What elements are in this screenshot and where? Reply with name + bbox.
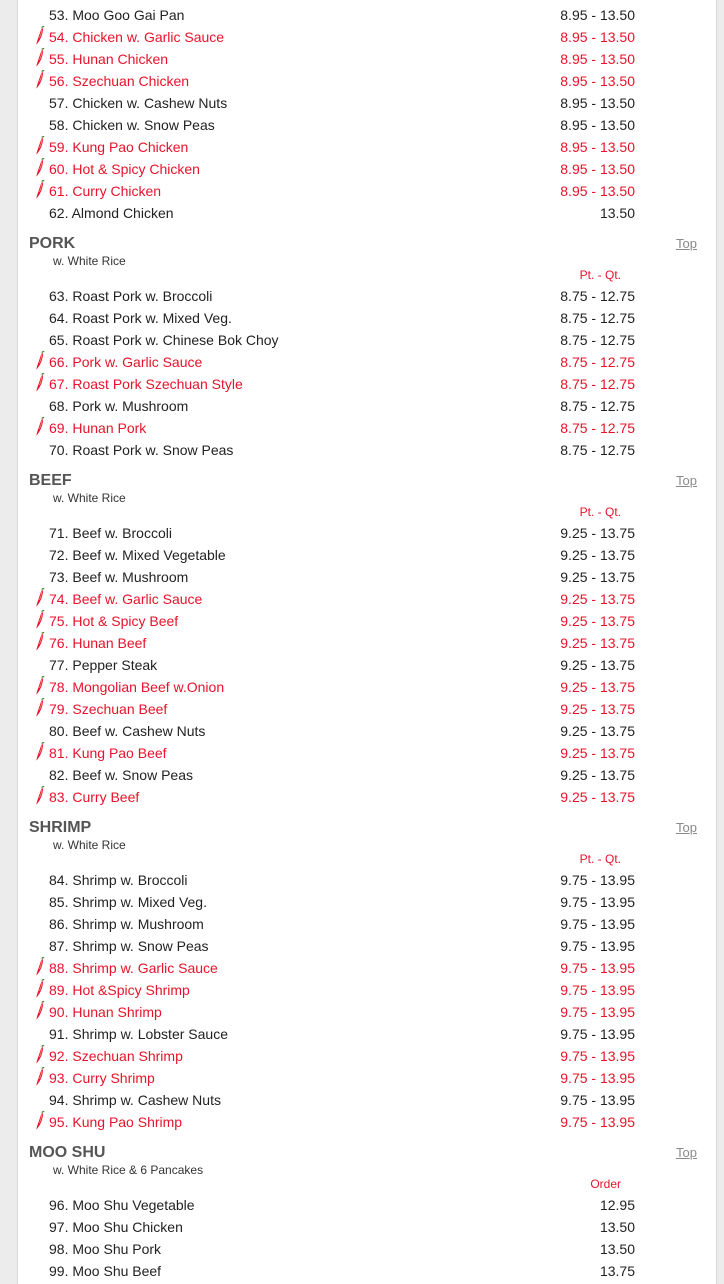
menu-item-name: 90. Hunan Shrimp <box>49 1004 162 1020</box>
menu-item-row <box>18 1111 716 1133</box>
menu-item-price: 8.75 - 12.75 <box>560 398 635 414</box>
menu-item-price: 8.95 - 13.50 <box>560 183 635 199</box>
menu-item-name: 71. Beef w. Broccoli <box>49 525 172 541</box>
menu-item-price: 8.75 - 12.75 <box>560 442 635 458</box>
menu-item-row <box>18 764 716 786</box>
menu-item-row <box>18 1001 716 1023</box>
moo-shu-top-link[interactable]: Top <box>676 1145 697 1160</box>
menu-item-row <box>18 202 716 224</box>
menu-item-price: 8.95 - 13.50 <box>560 161 635 177</box>
menu-item-name: 87. Shrimp w. Snow Peas <box>49 938 209 954</box>
menu-panel <box>17 0 717 1284</box>
menu-item-name: 58. Chicken w. Snow Peas <box>49 117 215 133</box>
menu-item-price: 9.25 - 13.75 <box>560 547 635 563</box>
menu-item-name: 63. Roast Pork w. Broccoli <box>49 288 213 304</box>
menu-item-price: 9.75 - 13.95 <box>560 1026 635 1042</box>
shrimp-section-title: SHRIMP <box>29 819 92 836</box>
menu-item-name: 61. Curry Chicken <box>49 183 162 199</box>
menu-item-row <box>18 1216 716 1238</box>
menu-item-price: 13.50 <box>599 1219 635 1235</box>
menu-item-row <box>18 544 716 566</box>
menu-item-price: 9.25 - 13.75 <box>560 635 635 651</box>
menu-item-price: 8.75 - 12.75 <box>560 420 635 436</box>
chili-pepper-icon <box>35 136 45 156</box>
menu-item-name: 76. Hunan Beef <box>49 635 147 651</box>
menu-item-price: 8.95 - 13.50 <box>560 117 635 133</box>
menu-item-row <box>18 566 716 588</box>
menu-item-name: 53. Moo Goo Gai Pan <box>49 7 185 23</box>
menu-item-row <box>18 417 716 439</box>
menu-item-row <box>18 136 716 158</box>
chili-pepper-icon <box>35 373 45 393</box>
shrimp-subtitle: w. White Rice <box>53 838 126 852</box>
menu-item-name: 88. Shrimp w. Garlic Sauce <box>49 960 218 976</box>
menu-item-name: 60. Hot & Spicy Chicken <box>49 161 200 177</box>
menu-item-row <box>18 180 716 202</box>
menu-item-row <box>18 588 716 610</box>
menu-item-price: 9.75 - 13.95 <box>560 1070 635 1086</box>
menu-item-name: 83. Curry Beef <box>49 789 140 805</box>
menu-item-price: 8.75 - 12.75 <box>560 376 635 392</box>
menu-item-price: 8.75 - 12.75 <box>560 288 635 304</box>
pork-section-title: PORK <box>29 235 76 252</box>
chili-pepper-icon <box>35 1001 45 1021</box>
chili-pepper-icon <box>35 1067 45 1087</box>
menu-item-price: 9.75 - 13.95 <box>560 872 635 888</box>
menu-item-row <box>18 92 716 114</box>
menu-item-name: 68. Pork w. Mushroom <box>49 398 189 414</box>
chili-pepper-icon <box>35 676 45 696</box>
beef-section-title: BEEF <box>29 472 72 489</box>
menu-item-row <box>18 913 716 935</box>
menu-item-name: 81. Kung Pao Beef <box>49 745 167 761</box>
chili-pepper-icon <box>35 158 45 178</box>
menu-item-price: 9.25 - 13.75 <box>560 767 635 783</box>
menu-item-row <box>18 373 716 395</box>
menu-item-price: 9.25 - 13.75 <box>560 745 635 761</box>
menu-item-name: 55. Hunan Chicken <box>49 51 169 67</box>
chili-pepper-icon <box>35 351 45 371</box>
menu-item-row <box>18 935 716 957</box>
menu-item-name: 64. Roast Pork w. Mixed Veg. <box>49 310 232 326</box>
menu-item-row <box>18 351 716 373</box>
menu-item-row <box>18 1023 716 1045</box>
menu-item-name: 77. Pepper Steak <box>49 657 158 673</box>
chili-pepper-icon <box>35 786 45 806</box>
menu-item-price: 9.25 - 13.75 <box>560 569 635 585</box>
chili-pepper-icon <box>35 1111 45 1131</box>
chili-pepper-icon <box>35 180 45 200</box>
pork-price-header: Pt. - Qt. <box>579 268 621 282</box>
menu-item-row <box>18 4 716 26</box>
menu-item-price: 9.75 - 13.95 <box>560 1048 635 1064</box>
menu-item-name: 57. Chicken w. Cashew Nuts <box>49 95 228 111</box>
menu-item-price: 9.75 - 13.95 <box>560 1004 635 1020</box>
menu-item-name: 99. Moo Shu Beef <box>49 1263 162 1279</box>
menu-item-name: 97. Moo Shu Chicken <box>49 1219 183 1235</box>
menu-item-name: 73. Beef w. Mushroom <box>49 569 189 585</box>
menu-item-price: 9.25 - 13.75 <box>560 613 635 629</box>
menu-item-name: 62. Almond Chicken <box>49 205 174 221</box>
chili-pepper-icon <box>35 632 45 652</box>
menu-item-row <box>18 957 716 979</box>
menu-item-row <box>18 632 716 654</box>
menu-item-row <box>18 979 716 1001</box>
menu-item-price: 8.95 - 13.50 <box>560 73 635 89</box>
menu-item-row <box>18 395 716 417</box>
menu-item-row <box>18 610 716 632</box>
menu-item-name: 70. Roast Pork w. Snow Peas <box>49 442 234 458</box>
chili-pepper-icon <box>35 588 45 608</box>
menu-item-row <box>18 285 716 307</box>
menu-item-price: 8.75 - 12.75 <box>560 332 635 348</box>
menu-item-row <box>18 1194 716 1216</box>
chili-pepper-icon <box>35 48 45 68</box>
menu-item-row <box>18 1089 716 1111</box>
menu-item-row <box>18 48 716 70</box>
menu-item-name: 98. Moo Shu Pork <box>49 1241 162 1257</box>
chili-pepper-icon <box>35 1045 45 1065</box>
menu-item-row <box>18 786 716 808</box>
menu-item-price: 8.95 - 13.50 <box>560 7 635 23</box>
menu-item-name: 79. Szechuan Beef <box>49 701 168 717</box>
menu-item-row <box>18 869 716 891</box>
menu-item-name: 66. Pork w. Garlic Sauce <box>49 354 203 370</box>
menu-item-name: 86. Shrimp w. Mushroom <box>49 916 204 932</box>
beef-top-link[interactable]: Top <box>676 473 697 488</box>
menu-item-row <box>18 114 716 136</box>
chili-pepper-icon <box>35 742 45 762</box>
menu-item-name: 91. Shrimp w. Lobster Sauce <box>49 1026 228 1042</box>
menu-item-price: 9.75 - 13.95 <box>560 894 635 910</box>
menu-item-name: 93. Curry Shrimp <box>49 1070 155 1086</box>
menu-item-name: 85. Shrimp w. Mixed Veg. <box>49 894 207 910</box>
menu-item-price: 9.75 - 13.95 <box>560 916 635 932</box>
menu-item-price: 8.75 - 12.75 <box>560 354 635 370</box>
menu-item-price: 9.75 - 13.95 <box>560 960 635 976</box>
shrimp-price-header: Pt. - Qt. <box>579 852 621 866</box>
menu-item-row <box>18 654 716 676</box>
menu-item-name: 65. Roast Pork w. Chinese Bok Choy <box>49 332 279 348</box>
menu-item-price: 8.95 - 13.50 <box>560 95 635 111</box>
menu-item-price: 13.50 <box>599 1241 635 1257</box>
menu-item-name: 67. Roast Pork Szechuan Style <box>49 376 243 392</box>
menu-item-name: 95. Kung Pao Shrimp <box>49 1114 183 1130</box>
menu-item-name: 56. Szechuan Chicken <box>49 73 190 89</box>
menu-item-price: 9.75 - 13.95 <box>560 982 635 998</box>
menu-item-price: 9.25 - 13.75 <box>560 789 635 805</box>
menu-item-row <box>18 720 716 742</box>
menu-item-price: 12.95 <box>599 1197 635 1213</box>
menu-item-name: 59. Kung Pao Chicken <box>49 139 189 155</box>
pork-subtitle: w. White Rice <box>53 254 126 268</box>
menu-item-price: 9.25 - 13.75 <box>560 701 635 717</box>
menu-item-price: 9.25 - 13.75 <box>560 723 635 739</box>
chili-pepper-icon <box>35 698 45 718</box>
menu-item-price: 8.75 - 12.75 <box>560 310 635 326</box>
menu-item-name: 69. Hunan Pork <box>49 420 147 436</box>
menu-item-price: 8.95 - 13.50 <box>560 29 635 45</box>
chili-pepper-icon <box>35 979 45 999</box>
chili-pepper-icon <box>35 26 45 46</box>
menu-item-name: 54. Chicken w. Garlic Sauce <box>49 29 225 45</box>
menu-item-price: 9.75 - 13.95 <box>560 1092 635 1108</box>
menu-item-price: 9.75 - 13.95 <box>560 1114 635 1130</box>
menu-item-row <box>18 1260 716 1282</box>
menu-item-price: 9.75 - 13.95 <box>560 938 635 954</box>
chili-pepper-icon <box>35 417 45 437</box>
menu-item-row <box>18 26 716 48</box>
menu-item-price: 9.25 - 13.75 <box>560 679 635 695</box>
beef-subtitle: w. White Rice <box>53 491 126 505</box>
menu-item-row <box>18 329 716 351</box>
menu-item-row <box>18 70 716 92</box>
chili-pepper-icon <box>35 70 45 90</box>
menu-item-row <box>18 439 716 461</box>
menu-item-row <box>18 522 716 544</box>
moo-shu-section-title: MOO SHU <box>29 1144 106 1161</box>
shrimp-top-link[interactable]: Top <box>676 820 697 835</box>
menu-item-name: 75. Hot & Spicy Beef <box>49 613 179 629</box>
menu-item-row <box>18 676 716 698</box>
menu-item-name: 84. Shrimp w. Broccoli <box>49 872 188 888</box>
menu-item-row <box>18 742 716 764</box>
menu-item-row <box>18 1067 716 1089</box>
menu-item-name: 94. Shrimp w. Cashew Nuts <box>49 1092 221 1108</box>
menu-item-row <box>18 698 716 720</box>
moo-shu-price-header: Order <box>590 1177 621 1191</box>
menu-item-price: 9.25 - 13.75 <box>560 525 635 541</box>
menu-item-row <box>18 1045 716 1067</box>
menu-item-name: 92. Szechuan Shrimp <box>49 1048 183 1064</box>
menu-item-price: 9.25 - 13.75 <box>560 657 635 673</box>
menu-item-name: 78. Mongolian Beef w.Onion <box>49 679 225 695</box>
beef-price-header: Pt. - Qt. <box>579 505 621 519</box>
menu-item-name: 89. Hot &Spicy Shrimp <box>49 982 190 998</box>
chili-pepper-icon <box>35 957 45 977</box>
menu-item-name: 96. Moo Shu Vegetable <box>49 1197 195 1213</box>
chili-pepper-icon <box>35 610 45 630</box>
menu-item-price: 13.75 <box>599 1263 635 1279</box>
menu-item-row <box>18 158 716 180</box>
menu-item-name: 72. Beef w. Mixed Vegetable <box>49 547 226 563</box>
menu-item-name: 80. Beef w. Cashew Nuts <box>49 723 206 739</box>
menu-item-row <box>18 1238 716 1260</box>
menu-item-name: 82. Beef w. Snow Peas <box>49 767 193 783</box>
menu-item-row <box>18 307 716 329</box>
moo-shu-subtitle: w. White Rice & 6 Pancakes <box>53 1163 204 1177</box>
pork-top-link[interactable]: Top <box>676 236 697 251</box>
menu-item-name: 74. Beef w. Garlic Sauce <box>49 591 203 607</box>
menu-item-price: 13.50 <box>599 205 635 221</box>
menu-item-price: 9.25 - 13.75 <box>560 591 635 607</box>
menu-item-price: 8.95 - 13.50 <box>560 139 635 155</box>
menu-item-price: 8.95 - 13.50 <box>560 51 635 67</box>
menu-item-row <box>18 891 716 913</box>
